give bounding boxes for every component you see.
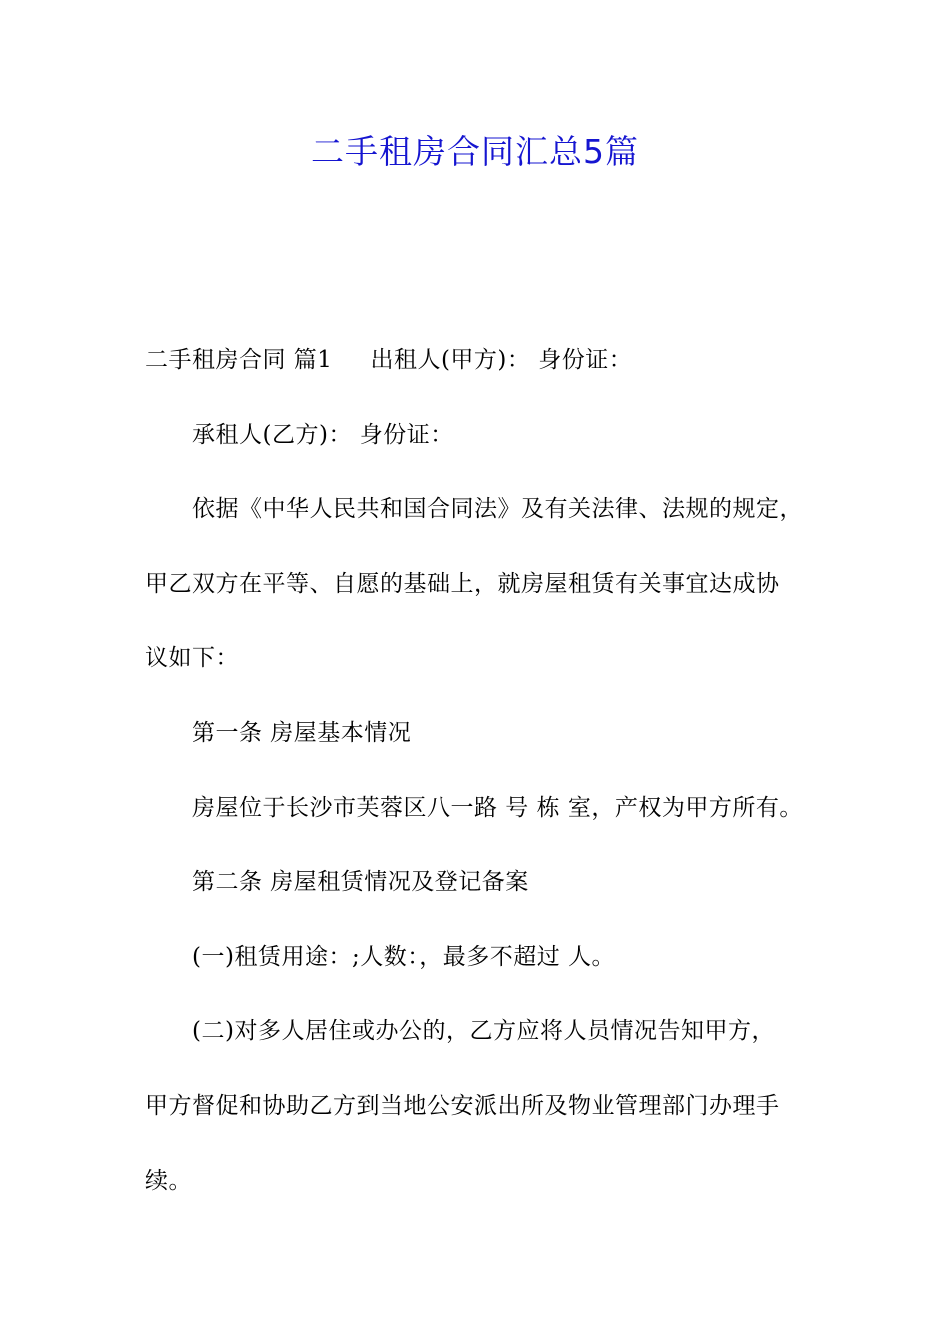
lessee-info: 承租人(乙方)： 身份证： (192, 421, 454, 448)
document-body (145, 340, 825, 1235)
paragraph-line: 议如下： (145, 645, 239, 672)
paragraph-line: (一)租赁用途：;人数：，最多不超过 人。 (192, 943, 616, 970)
paragraph-line: 依据《中华人民共和国合同法》及有关法律、法规的规定， (192, 496, 803, 523)
article-heading: 第二条 房屋租赁情况及登记备案 (192, 869, 529, 896)
paragraph-line: 甲乙双方在平等、自愿的基础上，就房屋租赁有关事宜达成协 (145, 570, 780, 597)
lessor-info: 出租人(甲方)： 身份证： (370, 347, 633, 373)
article-heading: 第一条 房屋基本情况 (192, 719, 412, 746)
paragraph-line: 甲方督促和协助乙方到当地公安派出所及物业管理部门办理手 (145, 1092, 780, 1119)
contract-heading-line (145, 340, 825, 415)
paragraph-line: (二)对多人居住或办公的，乙方应将人员情况告知甲方， (192, 1018, 775, 1045)
paragraph-line: 续。 (145, 1167, 192, 1194)
paragraph-line: 房屋位于长沙市芙蓉区八一路 号 栋 室，产权为甲方所有。 (192, 794, 803, 821)
contract-section-title: 二手租房合同 篇1 (145, 347, 333, 373)
document-title: 二手租房合同汇总5篇 (311, 132, 639, 171)
